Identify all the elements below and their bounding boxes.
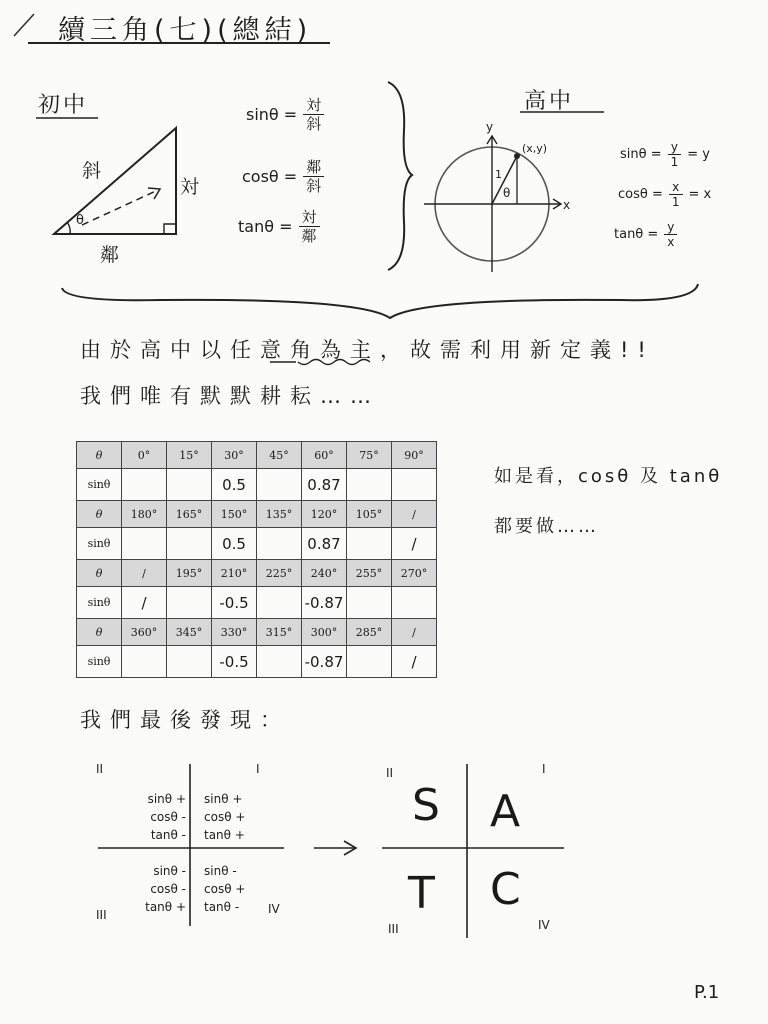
senior-tan-den: x [667,235,675,249]
table-cell [347,528,392,560]
table-cell: θ [77,501,122,528]
table-cell [392,587,437,619]
sign-quadrant-2-label: II [96,762,104,776]
table-cell: 255° [347,560,392,587]
table-cell: θ [77,619,122,646]
junior-sin-num: 対 [303,96,324,115]
senior-cos-formula [618,180,711,209]
title-slash [14,14,34,36]
junior-cos-formula [242,158,324,195]
cast-quadrant-3-label: III [388,922,399,936]
table-row [77,501,437,528]
junior-tan-den: 鄰 [301,227,317,245]
table-row [77,442,437,469]
sign-entry: sinθ + [204,792,243,806]
junior-cos-den: 斜 [306,177,322,195]
table-cell [347,587,392,619]
page-title: 續三角(七)(總結) [58,15,313,46]
sign-quadrant-3-label: III [96,908,107,922]
senior-sin-den: 1 [670,155,679,169]
senior-sin-label: sinθ = [620,147,662,162]
junior-sin-den: 斜 [306,115,322,133]
senior-cos-result: = x [688,187,712,202]
statement-line-2: 我們唯有默默耕耘…… [80,384,380,408]
table-cell: / [122,560,167,587]
table-cell [347,469,392,501]
table-cell: 210° [212,560,257,587]
table-cell: 0.5 [212,528,257,560]
table-cell: 75° [347,442,392,469]
junior-cos-num: 鄰 [303,158,324,177]
table-cell: 0.5 [212,469,257,501]
table-cell [257,469,302,501]
senior-tan-formula [614,220,677,249]
table-cell: 300° [302,619,347,646]
table-cell [257,528,302,560]
junior-tan-formula [238,208,320,245]
table-cell [347,646,392,678]
table-cell: θ [77,442,122,469]
senior-tan-label: tanθ = [614,227,659,242]
table-cell: 180° [122,501,167,528]
table-cell: -0.87 [302,587,347,619]
right-brace [388,82,412,270]
sign-entry: tanθ - [204,900,240,914]
cast-quadrant-1-label: I [542,762,546,776]
cast-letter-s: S [412,780,440,831]
table-cell: 60° [302,442,347,469]
table-cell [122,469,167,501]
table-cell [257,587,302,619]
table-cell: 0.87 [302,469,347,501]
cast-letter-t: T [408,868,435,919]
sign-quadrant-3 [132,862,186,916]
conclusion-line: 我們最後發現： [80,708,290,732]
cast-letter-a: A [490,786,521,837]
senior-cos-num: x [669,180,683,195]
table-cell: -0.87 [302,646,347,678]
table-cell [167,587,212,619]
sign-entry: tanθ + [204,828,245,842]
table-cell: 150° [212,501,257,528]
bottom-brace [62,284,698,318]
junior-tan-num: 対 [299,208,320,227]
table-row [77,619,437,646]
point-on-circle [514,153,520,159]
note-line-1: 如是看，cosθ 及 tanθ [494,466,723,487]
sign-entry: sinθ - [204,864,237,878]
table-cell [167,528,212,560]
x-axis-label: x [563,198,571,212]
sign-entry: sinθ - [153,864,186,878]
senior-tan-num: y [664,220,677,235]
junior-sin-formula [246,96,324,133]
table-cell: 285° [347,619,392,646]
table-cell: 30° [212,442,257,469]
table-cell: -0.5 [212,646,257,678]
sign-entry: tanθ - [150,828,186,842]
table-cell: sinθ [77,528,122,560]
radius-label: 1 [495,168,502,181]
note-line-2: 都要做…… [494,516,599,537]
junior-tan-label: tanθ = [238,217,293,236]
table-cell: 45° [257,442,302,469]
table-cell: sinθ [77,646,122,678]
sign-entry: cosθ + [204,882,246,896]
sign-quadrant-2 [132,790,186,844]
cast-quadrant-4-label: IV [538,918,550,932]
table-cell: 105° [347,501,392,528]
triangle-angle-label: θ [76,213,84,228]
table-cell: 0° [122,442,167,469]
table-row [77,528,437,560]
cast-quadrant-2-label: II [386,766,394,780]
angle-arc [67,222,70,234]
table-cell [257,646,302,678]
sign-entry: cosθ - [150,810,186,824]
table-cell: θ [77,560,122,587]
table-cell [167,469,212,501]
table-row [77,587,437,619]
sign-quadrant-4-label: IV [268,902,280,916]
table-row [77,469,437,501]
table-cell: / [122,587,167,619]
senior-sin-result: = y [687,147,710,162]
sign-entry: tanθ + [145,900,186,914]
sign-entry: cosθ - [150,882,186,896]
sign-quadrant-4 [204,862,245,916]
senior-cos-den: 1 [671,195,680,209]
table-cell: / [392,501,437,528]
statement-line-1: 由於高中以任意角為主，故需利用新定義!! [80,338,655,362]
junior-sin-label: sinθ = [246,105,298,124]
table-cell: sinθ [77,469,122,501]
adjacent-label: 鄰 [100,244,120,266]
circle-angle-label: θ [503,186,511,200]
table-cell: 225° [257,560,302,587]
sign-quadrant-1 [204,790,245,844]
table-cell: 195° [167,560,212,587]
table-cell: 240° [302,560,347,587]
table-cell: / [392,528,437,560]
table-cell: 345° [167,619,212,646]
hypotenuse-label: 斜 [82,160,102,182]
sign-entry: cosθ + [204,810,246,824]
opposite-label: 対 [180,176,200,198]
junior-heading: 初中 [38,93,89,118]
table-cell [122,528,167,560]
table-cell: 90° [392,442,437,469]
table-cell: / [392,646,437,678]
table-cell: sinθ [77,587,122,619]
senior-sin-num: y [668,140,682,155]
page-number: P.1 [694,982,720,1003]
table-cell: -0.5 [212,587,257,619]
point-label: (x,y) [522,142,548,155]
sign-entry: sinθ + [147,792,186,806]
sign-quadrant-1-label: I [256,762,260,776]
table-cell: 165° [167,501,212,528]
senior-cos-label: cosθ = [618,187,663,202]
table-cell [122,646,167,678]
table-cell: 0.87 [302,528,347,560]
senior-sin-formula [620,140,710,169]
table-cell: 15° [167,442,212,469]
table-cell: / [392,619,437,646]
table-cell: 270° [392,560,437,587]
table-cell [392,469,437,501]
right-triangle [54,128,176,234]
junior-cos-label: cosθ = [242,167,298,186]
right-angle-mark [164,224,176,234]
table-cell: 330° [212,619,257,646]
table-cell: 315° [257,619,302,646]
table-cell: 120° [302,501,347,528]
trig-value-table [76,441,437,678]
table-cell: 135° [257,501,302,528]
y-axis-label: y [486,120,494,134]
cast-letter-c: C [490,864,521,915]
table-cell [167,646,212,678]
dashed-arrow [82,190,158,225]
table-cell: 360° [122,619,167,646]
table-row [77,646,437,678]
table-row [77,560,437,587]
senior-heading: 高中 [524,89,575,114]
